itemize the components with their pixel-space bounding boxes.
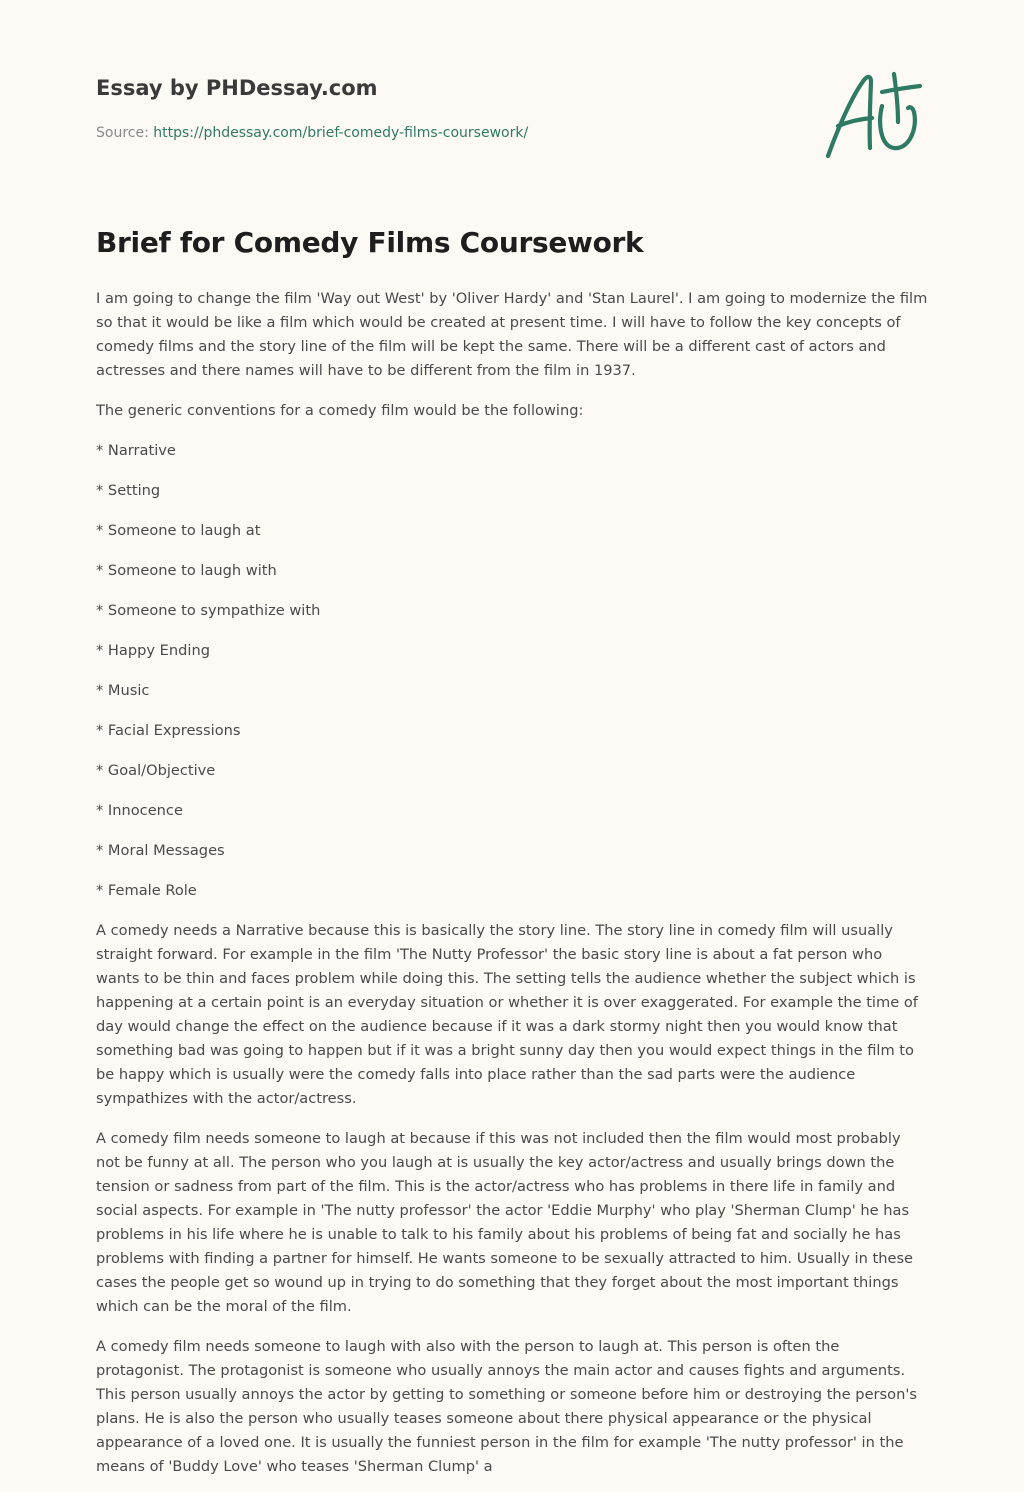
body-paragraph: A comedy film needs someone to laugh at because if this was not included then the film would most probably not be funny at all. The person who you laugh at is usually the key actor/actress and usually brings down the tension or sadness from part of the film. This is the actor/actress who has problems in there life in family and social aspects. For example in 'The nutty professor' the actor 'Eddie Murphy' who play 'Sherman Clump' he has problems in his life where he is unable to talk to his family about his problems of being fat and socially he has problems with finding a partner for himself. He wants someone to be sexually attracted to him. Usually in these cases the people get so wound up in trying to do something that they forget about the most important things which can be the moral of the film. xyxy=(96,1130,914,1315)
list-item: * Moral Messages xyxy=(96,842,225,859)
page-header xyxy=(96,0,928,170)
intro-paragraph: I am going to change the film 'Way out West' by 'Oliver Hardy' and 'Stan Laurel'. I am going to modernize the film so that it would be like a film which would be created at present time. I will have to follow the key concepts of comedy films and the story line of the film will be kept the same. There will be a different cast of actors and actresses and there names will have to be different from the film in 1937. xyxy=(96,290,928,379)
article-body xyxy=(96,287,928,1479)
brand-title: Essay by PHDessay.com xyxy=(96,76,378,100)
list-item: * Someone to laugh at xyxy=(96,522,261,539)
list-item: * Innocence xyxy=(96,802,183,819)
source-label: Source: xyxy=(96,125,154,141)
list-item: * Setting xyxy=(96,482,161,499)
a-plus-grade-icon xyxy=(824,66,928,166)
list-item: * Someone to sympathize with xyxy=(96,602,321,619)
list-item: * Goal/Objective xyxy=(96,762,216,779)
source-link[interactable]: https://phdessay.com/brief-comedy-films-coursework/ xyxy=(153,125,529,141)
article-title: Brief for Comedy Films Coursework xyxy=(96,226,644,259)
list-item: * Female Role xyxy=(96,882,197,899)
list-item: * Happy Ending xyxy=(96,642,210,659)
source-line xyxy=(96,125,528,141)
intro-paragraph: The generic conventions for a comedy film would be the following: xyxy=(96,402,584,419)
list-item: * Narrative xyxy=(96,442,176,459)
body-paragraph: A comedy needs a Narrative because this is basically the story line. The story line in comedy film will usually straight forward. For example in the film 'The Nutty Professor' the basic story line is about a fat person who wants to be thin and faces problem while doing this. The setting tells the audience whether the subject which is happening at a certain point is an everyday situation or whether it is over exaggerated. For example the time of day would change the effect on the audience because if it was a dark stormy night then you would know that something bad was going to happen but if it was a bright sunny day then you would expect things in the film to be happy which is usually were the comedy falls into place rather than the sad parts were the audience sympathizes with the actor/actress. xyxy=(96,922,918,1107)
list-item: * Music xyxy=(96,682,150,699)
list-item: * Someone to laugh with xyxy=(96,562,277,579)
list-item: * Facial Expressions xyxy=(96,722,241,739)
body-paragraph: A comedy film needs someone to laugh with also with the person to laugh at. This person is often the protagonist. The protagonist is someone who usually annoys the main actor and causes fights and arguments. This person usually annoys the actor by getting to something or someone before him or destroying the person's plans. He is also the person who usually teases someone about there physical appearance or the physical appearance of a loved one. It is usually the funniest person in the film for example 'The nutty professor' in the means of 'Buddy Love' who teases 'Sherman Clump' a xyxy=(96,1338,917,1475)
